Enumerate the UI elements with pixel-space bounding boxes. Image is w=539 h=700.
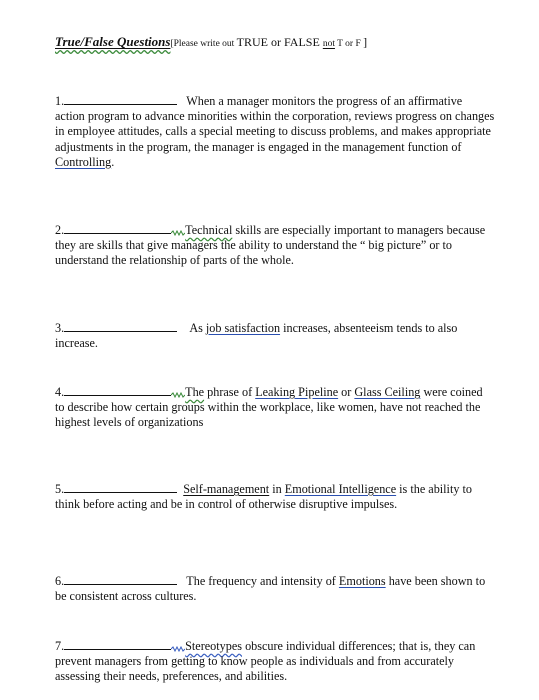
- question-7-text: obscure individual differences; that is, they can prevent managers from getting to know people as individuals and from accurately assessing their needs, preferences, and abilities.: [55, 639, 476, 684]
- question-5: [55, 481, 495, 512]
- question-2-text: skills are especially important to managers because they are skills that give managers the ability to understand the “ big picture” or to understand the relationship of parts of the whole.: [55, 223, 486, 268]
- question-1: [55, 93, 495, 170]
- question-3-text: increases, absenteeism tends to also increase.: [55, 321, 458, 351]
- question-4-keyword-1: Leaking Pipeline: [255, 385, 339, 399]
- answer-blank-2[interactable]: [64, 222, 171, 234]
- question-4-lead: The: [185, 385, 205, 399]
- answer-blank-3[interactable]: [64, 320, 177, 332]
- title-wrapper: [55, 34, 170, 49]
- section-title: True/False Questions: [55, 34, 171, 49]
- question-4: [55, 384, 495, 431]
- question-number: 1.: [55, 94, 65, 108]
- question-5-keyword-1: Self-management: [183, 482, 270, 496]
- question-2: [55, 222, 495, 269]
- question-3-lead: As: [189, 321, 206, 335]
- question-4-text2: or: [338, 385, 355, 399]
- question-1-text: affirmative action program to advance minorities within the corporation, reviews progress on changes in employee attitudes, calls a special meeting to discuss problems, and makes appropriate adjustments in the program, the manager is engaged in the management function of: [55, 94, 495, 154]
- question-7: [55, 638, 495, 685]
- question-1-tail: .: [111, 154, 115, 169]
- question-1-keyword: Controlling: [55, 154, 112, 169]
- answer-blank-4[interactable]: [64, 384, 171, 396]
- question-3-keyword: job satisfaction: [205, 321, 281, 335]
- question-1-line1: When a manager monitors the progress of an: [186, 94, 406, 108]
- question-number: 7.: [55, 639, 65, 653]
- instr-open: [Please write out: [170, 39, 237, 49]
- spellcheck-squiggle-icon: [171, 646, 185, 652]
- question-number: 2.: [55, 223, 65, 237]
- instr-tf: T or F: [334, 39, 364, 49]
- question-5-text2: is the ability to think before acting and be in control of otherwise disruptive impulses.: [55, 482, 472, 512]
- instr-false: FALSE: [284, 35, 320, 49]
- answer-blank-5[interactable]: [64, 481, 177, 493]
- question-5-keyword-2: Emotional Intelligence: [284, 482, 397, 496]
- question-2-keyword: Technical: [185, 223, 233, 237]
- instr-not: not: [322, 39, 335, 49]
- question-6: [55, 573, 495, 604]
- instr-true: TRUE: [236, 35, 269, 49]
- question-7-keyword: Stereotypes: [185, 639, 243, 653]
- answer-blank-7[interactable]: [64, 638, 171, 650]
- question-number: 5.: [55, 482, 65, 496]
- instr-close: ]: [363, 35, 368, 49]
- question-6-keyword: Emotions: [338, 574, 386, 588]
- question-6-lead: The frequency and intensity of: [186, 574, 339, 588]
- spellcheck-squiggle-icon: [171, 230, 185, 236]
- question-6-text: have been shown to be consistent across cultures.: [55, 574, 486, 604]
- instructions: [170, 35, 367, 49]
- question-number: 4.: [55, 385, 65, 399]
- question-5-text1: in: [269, 482, 285, 496]
- question-4-text3: were coined to describe how certain groups within the workplace, like women, have not reached the highest levels of organizations: [55, 385, 483, 430]
- answer-blank-1[interactable]: [64, 93, 177, 105]
- instr-or: or: [268, 35, 285, 49]
- document-header: [55, 34, 367, 50]
- question-3: [55, 320, 495, 351]
- answer-blank-6[interactable]: [64, 573, 177, 585]
- question-4-keyword-2: Glass Ceiling: [354, 385, 421, 399]
- spellcheck-squiggle-icon: [171, 392, 185, 398]
- question-number: 3.: [55, 321, 65, 335]
- question-4-text1: phrase of: [204, 385, 256, 399]
- question-number: 6.: [55, 574, 65, 588]
